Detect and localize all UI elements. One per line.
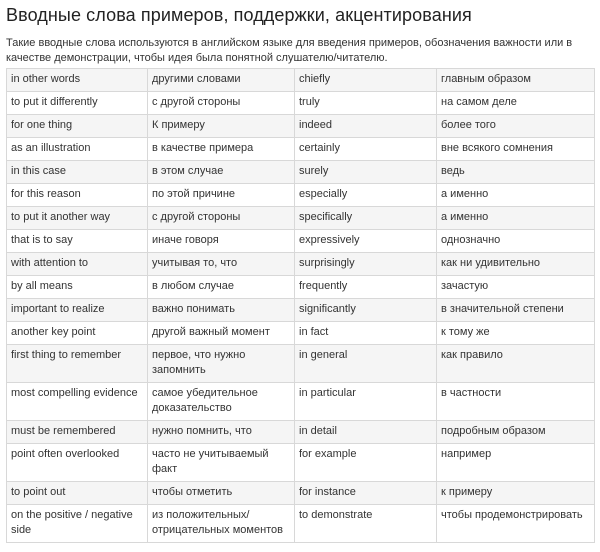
english-phrase: most compelling evidence: [7, 383, 148, 421]
english-phrase: specifically: [295, 207, 437, 230]
russian-translation: иначе говоря: [148, 230, 295, 253]
russian-translation: самое убедительное доказательство: [148, 383, 295, 421]
russian-translation: другой важный момент: [148, 322, 295, 345]
table-row: [7, 299, 595, 322]
russian-translation: важно понимать: [148, 299, 295, 322]
english-phrase: significantly: [295, 299, 437, 322]
russian-translation: чтобы продемонстрировать: [437, 505, 595, 543]
english-phrase: that is to say: [7, 230, 148, 253]
table-row: [7, 505, 595, 543]
russian-translation: вне всякого сомнения: [437, 138, 595, 161]
intro-paragraph: Такие вводные слова используются в английском языке для введения примеров, обозначения важности или в качестве демонстрации, чтобы идея была понятной слушателю/читателю.: [6, 37, 573, 64]
russian-translation: как правило: [437, 345, 595, 383]
russian-translation: из положительных/ отрицательных моментов: [148, 505, 295, 543]
russian-translation: часто не учитываемый факт: [148, 444, 295, 482]
vocabulary-table: [6, 68, 595, 543]
table-row: [7, 184, 595, 207]
table-row: [7, 345, 595, 383]
english-phrase: chiefly: [295, 69, 437, 92]
russian-translation: учитывая то, что: [148, 253, 295, 276]
russian-translation: более того: [437, 115, 595, 138]
english-phrase: first thing to remember: [7, 345, 148, 383]
table-row: [7, 322, 595, 345]
english-phrase: for instance: [295, 482, 437, 505]
russian-translation: К примеру: [148, 115, 295, 138]
english-phrase: in other words: [7, 69, 148, 92]
table-row: [7, 207, 595, 230]
table-row: [7, 69, 595, 92]
table-row: [7, 383, 595, 421]
russian-translation: в любом случае: [148, 276, 295, 299]
english-phrase: in this case: [7, 161, 148, 184]
russian-translation: к примеру: [437, 482, 595, 505]
article-title: Вводные слова примеров, поддержки, акцентирования: [6, 5, 472, 25]
table-row: [7, 276, 595, 299]
russian-translation: другими словами: [148, 69, 295, 92]
english-phrase: with attention to: [7, 253, 148, 276]
russian-translation: в значительной степени: [437, 299, 595, 322]
table-row: [7, 230, 595, 253]
russian-translation: зачастую: [437, 276, 595, 299]
english-phrase: surprisingly: [295, 253, 437, 276]
russian-translation: нужно помнить, что: [148, 421, 295, 444]
russian-translation: ведь: [437, 161, 595, 184]
russian-translation: как ни удивительно: [437, 253, 595, 276]
table-row: [7, 482, 595, 505]
russian-translation: с другой стороны: [148, 207, 295, 230]
english-phrase: for example: [295, 444, 437, 482]
vocabulary-table-body: [7, 69, 595, 543]
english-phrase: truly: [295, 92, 437, 115]
russian-translation: по этой причине: [148, 184, 295, 207]
table-row: [7, 253, 595, 276]
english-phrase: in general: [295, 345, 437, 383]
english-phrase: to demonstrate: [295, 505, 437, 543]
table-row: [7, 138, 595, 161]
table-row: [7, 444, 595, 482]
russian-translation: а именно: [437, 207, 595, 230]
english-phrase: surely: [295, 161, 437, 184]
english-phrase: frequently: [295, 276, 437, 299]
english-phrase: by all means: [7, 276, 148, 299]
table-row: [7, 115, 595, 138]
english-phrase: in particular: [295, 383, 437, 421]
russian-translation: в этом случае: [148, 161, 295, 184]
english-phrase: for one thing: [7, 115, 148, 138]
russian-translation: чтобы отметить: [148, 482, 295, 505]
english-phrase: to put it differently: [7, 92, 148, 115]
table-row: [7, 421, 595, 444]
russian-translation: например: [437, 444, 595, 482]
english-phrase: to put it another way: [7, 207, 148, 230]
english-phrase: another key point: [7, 322, 148, 345]
english-phrase: certainly: [295, 138, 437, 161]
english-phrase: on the positive / negative side: [7, 505, 148, 543]
english-phrase: point often overlooked: [7, 444, 148, 482]
russian-translation: на самом деле: [437, 92, 595, 115]
table-row: [7, 92, 595, 115]
english-phrase: indeed: [295, 115, 437, 138]
english-phrase: as an illustration: [7, 138, 148, 161]
english-phrase: expressively: [295, 230, 437, 253]
russian-translation: в качестве примера: [148, 138, 295, 161]
russian-translation: к тому же: [437, 322, 595, 345]
russian-translation: в частности: [437, 383, 595, 421]
english-phrase: important to realize: [7, 299, 148, 322]
russian-translation: однозначно: [437, 230, 595, 253]
english-phrase: to point out: [7, 482, 148, 505]
russian-translation: первое, что нужно запомнить: [148, 345, 295, 383]
english-phrase: in detail: [295, 421, 437, 444]
english-phrase: must be remembered: [7, 421, 148, 444]
russian-translation: подробным образом: [437, 421, 595, 444]
russian-translation: с другой стороны: [148, 92, 295, 115]
russian-translation: главным образом: [437, 69, 595, 92]
english-phrase: for this reason: [7, 184, 148, 207]
english-phrase: especially: [295, 184, 437, 207]
table-row: [7, 161, 595, 184]
english-phrase: in fact: [295, 322, 437, 345]
russian-translation: а именно: [437, 184, 595, 207]
